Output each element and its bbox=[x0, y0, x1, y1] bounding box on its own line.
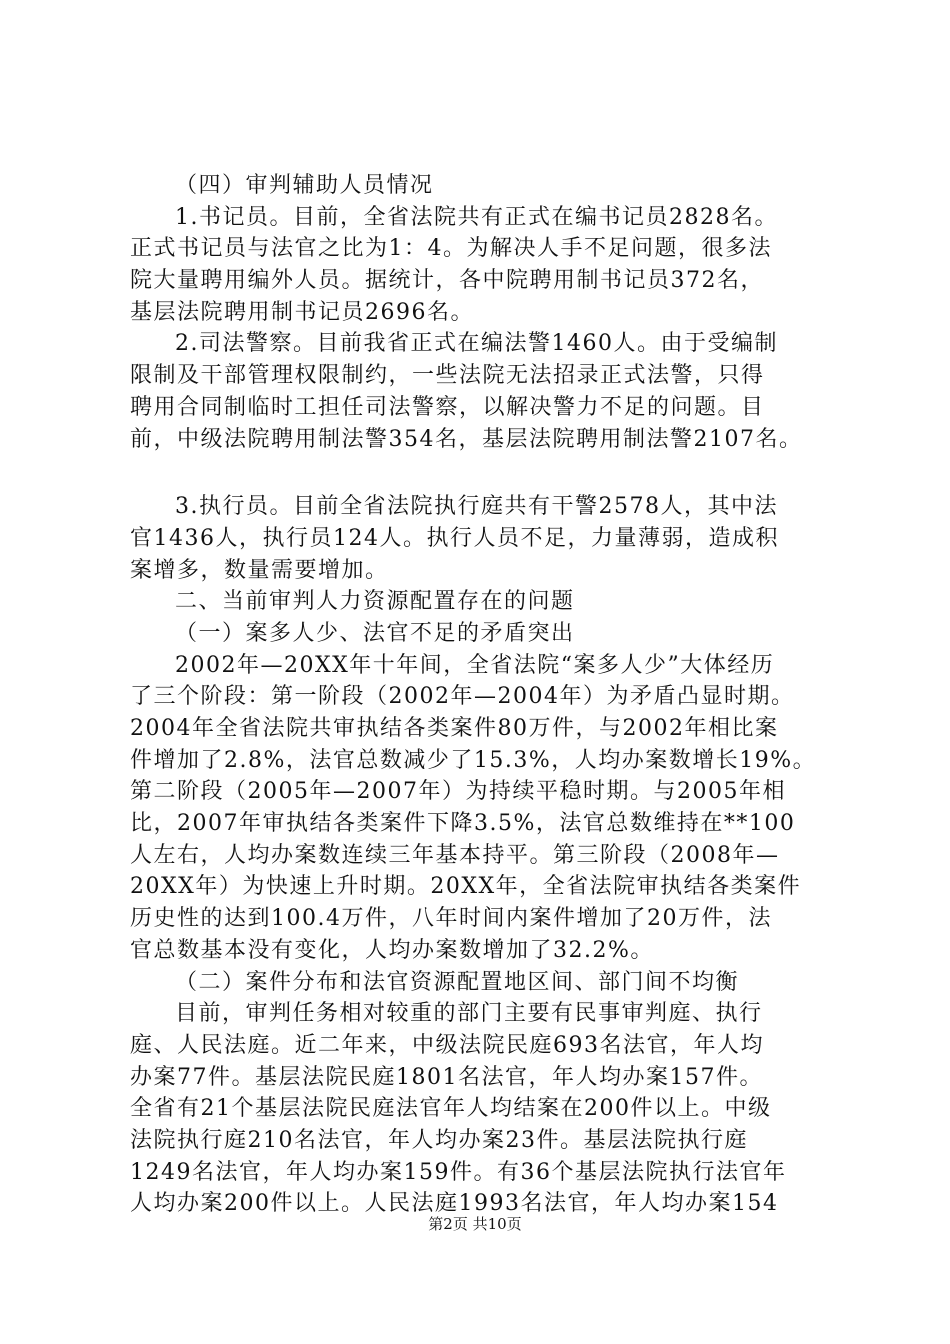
paragraph-line: 全省有21个基层法院民庭法官年人均结案在200件以上。中级 bbox=[130, 1096, 772, 1122]
paragraph-line: 庭、人民法庭。近二年来，中级法院民庭693名法官，年人均 bbox=[130, 1032, 764, 1058]
paragraph-line: 官总数基本没有变化，人均办案数增加了32.2%。 bbox=[130, 937, 654, 963]
paragraph-line: 了三个阶段：第一阶段（2002年—2004年）为矛盾凸显时期。 bbox=[130, 684, 795, 710]
paragraph-line: 官1436人，执行员124人。执行人员不足，力量薄弱，造成积 bbox=[130, 525, 779, 551]
paragraph-line: 件增加了2.8%，法官总数减少了15.3%，人均办案数增长19%。 bbox=[130, 747, 817, 773]
paragraph-line: 目前，审判任务相对较重的部门主要有民事审判庭、执行 bbox=[175, 1001, 763, 1027]
paragraph-line: 历史性的达到100.4万件，八年时间内案件增加了20万件，法 bbox=[130, 906, 772, 932]
paragraph-line: 院大量聘用编外人员。据统计，各中院聘用制书记员372名， bbox=[130, 268, 764, 294]
paragraph-line: 前，中级法院聘用制法警354名，基层法院聘用制法警2107名。 bbox=[130, 426, 803, 452]
paragraph-line: 20XX年）为快速上升时期。20XX年，全省法院审执结各类案件 bbox=[130, 874, 802, 900]
paragraph-line: 2004年全省法院共审执结各类案件80万件，与2002年相比案 bbox=[130, 716, 779, 741]
paragraph-line: 1.书记员。目前，全省法院共有正式在编书记员2828名。 bbox=[175, 204, 778, 230]
page-number-footer: 第2页 共10页 bbox=[428, 1215, 522, 1233]
paragraph-line: 2.司法警察。目前我省正式在编法警1460人。由于受编制 bbox=[175, 331, 778, 357]
paragraph-line: 比，2007年审执结各类案件下降3.5%，法官总数维持在**100 bbox=[130, 811, 796, 837]
paragraph-line: 法院执行庭210名法官，年人均办案23件。基层法院执行庭 bbox=[130, 1127, 748, 1153]
paragraph-line: 1249名法官，年人均办案159件。有36个基层法院执行法官年 bbox=[130, 1159, 787, 1185]
section-heading: （四）审判辅助人员情况 bbox=[175, 173, 434, 198]
section-heading: 二、当前审判人力资源配置存在的问题 bbox=[175, 589, 575, 615]
paragraph-line: 3.执行员。目前全省法院执行庭共有干警2578人，其中法 bbox=[175, 494, 778, 520]
paragraph-line: 人均办案200件以上。人民法庭1993名法官，年人均办案154 bbox=[130, 1191, 779, 1217]
paragraph-line: 办案77件。基层法院民庭1801名法官，年人均办案157件。 bbox=[130, 1064, 763, 1090]
paragraph-line: 第二阶段（2005年—2007年）为持续平稳时期。与2005年相 bbox=[130, 779, 786, 805]
document-body bbox=[130, 170, 840, 1220]
paragraph-gap bbox=[130, 455, 840, 491]
paragraph-line: 聘用合同制临时工担任司法警察，以解决警力不足的问题。目 bbox=[130, 394, 765, 420]
paragraph-line: 人左右，人均办案数连续三年基本持平。第三阶段（2008年— bbox=[130, 842, 780, 868]
paragraph-line: 2002年—20XX年十年间，全省法院“案多人少”大体经历 bbox=[175, 652, 775, 678]
paragraph-line: 案增多，数量需要增加。 bbox=[130, 557, 389, 583]
section-heading: （一）案多人少、法官不足的矛盾突出 bbox=[175, 620, 575, 646]
section-heading: （二）案件分布和法官资源配置地区间、部门间不均衡 bbox=[175, 969, 740, 995]
paragraph-line: 正式书记员与法官之比为1：4。为解决人手不足问题，很多法 bbox=[130, 236, 772, 262]
paragraph-line: 限制及干部管理权限制约，一些法院无法招录正式法警，只得 bbox=[130, 363, 765, 389]
paragraph-line: 基层法院聘用制书记员2696名。 bbox=[130, 299, 474, 325]
